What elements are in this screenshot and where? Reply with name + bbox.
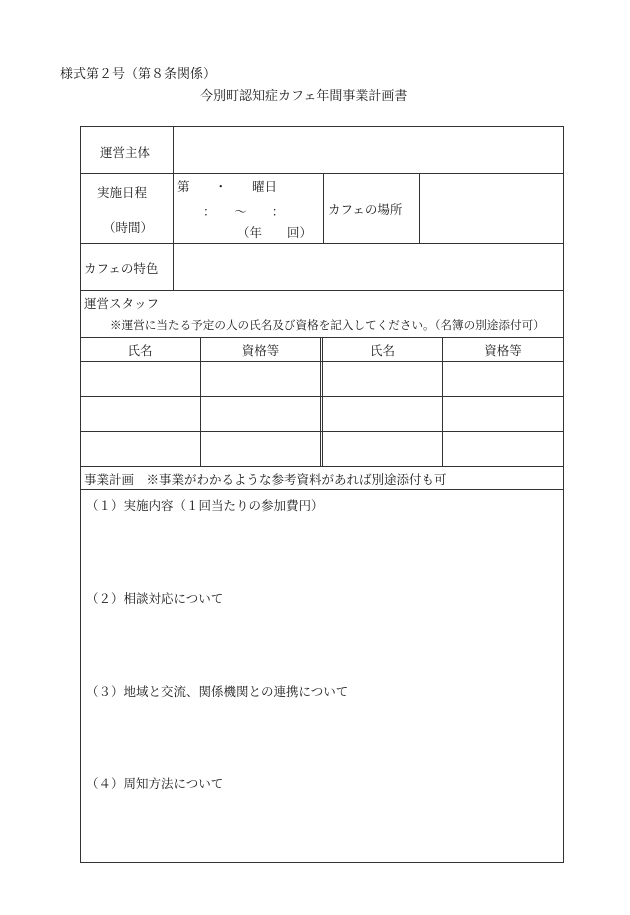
staff-qualification-cell[interactable]: [202, 433, 319, 465]
staff-name-cell[interactable]: [82, 398, 199, 430]
staff-name-cell[interactable]: [82, 433, 199, 465]
place-label: カフェの場所: [328, 202, 403, 217]
schedule-day: 第 ・ 曜日: [177, 179, 278, 194]
staff-note: ※運営に当たる予定の人の氏名及び資格を記入してください。（名簿の別途添付可）: [110, 318, 545, 332]
staff-header-qualification-1: 資格等: [241, 343, 280, 358]
staff-qualification-cell[interactable]: [444, 363, 562, 395]
operator-field[interactable]: [175, 128, 562, 172]
schedule-sub-label: （時間）: [103, 220, 154, 235]
plan-item-4: （４）周知方法について: [86, 776, 224, 791]
staff-qualification-cell[interactable]: [202, 363, 319, 395]
place-field[interactable]: [421, 175, 562, 242]
plan-item-1: （１）実施内容（１回当たりの参加費円）: [86, 498, 324, 513]
schedule-field[interactable]: [175, 175, 322, 242]
staff-name-cell[interactable]: [324, 398, 441, 430]
staff-name-cell[interactable]: [82, 363, 199, 395]
schedule-times: （年 回）: [237, 225, 313, 240]
plan-item-2: （２）相談対応について: [86, 591, 224, 606]
feature-field[interactable]: [175, 245, 562, 289]
schedule-label: 実施日程: [97, 185, 148, 200]
staff-name-cell[interactable]: [324, 363, 441, 395]
staff-header-name-2: 氏名: [369, 343, 395, 358]
staff-label: 運営スタッフ: [84, 296, 160, 311]
plan-label: 事業計画 ※事業がわかるような参考資料があれば別途添付も可: [84, 472, 447, 487]
staff-name-cell[interactable]: [324, 433, 441, 465]
staff-qualification-cell[interactable]: [202, 398, 319, 430]
staff-qualification-cell[interactable]: [444, 398, 562, 430]
staff-header-name-1: 氏名: [127, 343, 153, 358]
staff-qualification-cell[interactable]: [444, 433, 562, 465]
page-title: 今別町認知症カフェ年間事業計画書: [200, 89, 408, 104]
form-number: 様式第２号（第８条関係）: [60, 67, 217, 82]
feature-label: カフェの特色: [84, 261, 159, 276]
operator-label: 運営主体: [100, 145, 151, 160]
plan-field[interactable]: [82, 491, 562, 861]
plan-item-3: （３）地域と交流、関係機関との連携について: [86, 684, 349, 699]
schedule-time: ： 〜 ：: [203, 204, 285, 219]
staff-header-qualification-2: 資格等: [484, 343, 522, 358]
